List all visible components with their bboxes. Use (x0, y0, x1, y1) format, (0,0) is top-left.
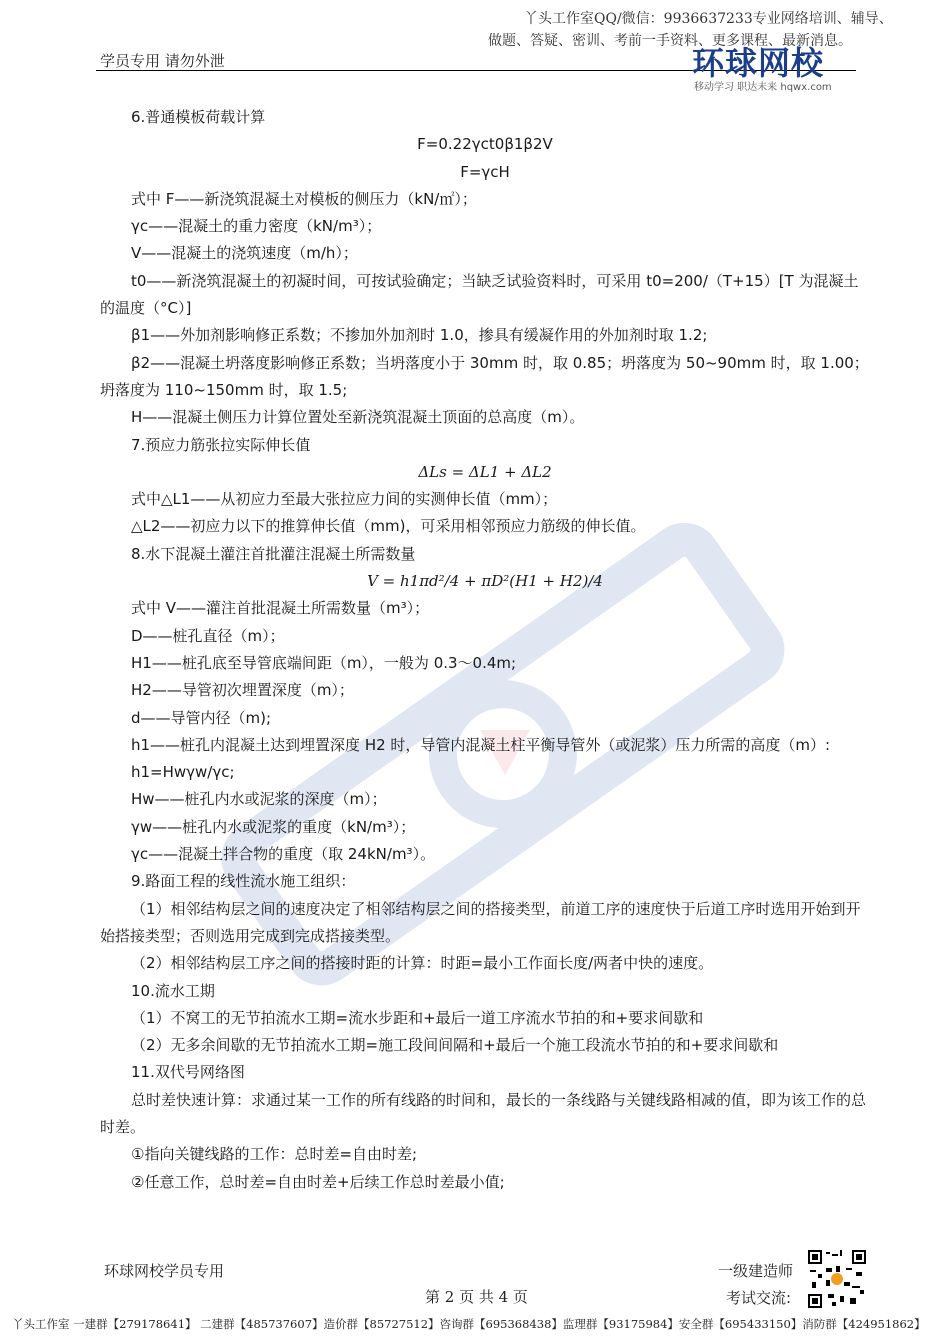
footer-group-list: 丫头工作室 一建群【279178641】 二建群【485737607】造价群【85727512】咨询群【695368438】监理群【93175984】安全群【695433150】消防群【424951862】 (12, 1317, 926, 1331)
section-6-title: 6.普通模板荷载计算 (131, 108, 266, 126)
header-watermark-line2: 做题、答疑、密训、考前一手资料、更多课程、最新消息。 (488, 33, 852, 49)
section-11-title: 11.双代号网络图 (131, 1063, 245, 1082)
paragraph: （2）无多余间歇的无节拍流水工期=施工段间间隔和+最后一个施工段流水节拍的和+要求间歇和 (131, 1036, 779, 1055)
formula-6-1: F=0.22γct0β1β2V (417, 135, 553, 154)
qr-code-icon (808, 1250, 866, 1308)
paragraph: β1——外加剂影响修正系数；不掺加外加剂时 1.0，掺具有缓凝作用的外加剂时取 1.2; (131, 326, 708, 345)
paragraph: V——混凝土的浇筑速度（m/h）； (131, 244, 358, 263)
footer-exam-label: 一级建造师 (718, 1262, 794, 1280)
paragraph: 式中 V——灌注首批混凝土所需数量（m³）； (131, 599, 430, 618)
section-9-title: 9.路面工程的线性流水施工组织： (131, 872, 356, 891)
paragraph: △L2——初应力以下的推算伸长值（mm)，可采用相邻预应力筋级的伸长值。 (131, 517, 646, 536)
section-7-title: 7.预应力筋张拉实际伸长值 (131, 435, 311, 454)
logo-tagline: 移动学习 职达未来 hqwx.com (694, 82, 832, 93)
paragraph: H1——桩孔底至导管底端间距（m），一般为 0.3～0.4m; (131, 653, 517, 672)
paragraph: （1）不窝工的无节拍流水工期=流水步距和+最后一道工序流水节拍的和+要求间歇和 (131, 1008, 704, 1027)
brand-logo (692, 38, 864, 94)
paragraph: D——桩孔直径（m）； (131, 626, 285, 645)
paragraph: （1）相邻结构层之间的速度决定了相邻结构层之间的搭接类型，前道工序的速度快于后道工序时选用开始到开始搭接类型；否则选用完成到完成搭接类型。 (100, 899, 861, 945)
paragraph: d——导管内径（m); (131, 708, 272, 727)
paragraph: β2——混凝土坍落度影响修正系数；当坍落度小于 30mm 时，取 0.85；坍落度为 50~90mm 时，取 1.00；坍落度为 110~150mm 时，取 1.5; (100, 353, 869, 399)
formula-8: V = h1πd²/4 + πD²(H1 + H2)/4 (367, 572, 603, 591)
paragraph: t0——新浇筑混凝土的初凝时间，可按试验确定；当缺乏试验资料时，可采用 t0=200/（T+15）[T 为混凝土的温度（°C）] (100, 271, 859, 318)
footer-exchange-label: 考试交流: (726, 1289, 792, 1307)
section-8-title: 8.水下混凝土灌注首批灌注混凝土所需数量 (131, 544, 416, 563)
paragraph: （2）相邻结构层工序之间的搭接时距的计算：时距=最小工作面长度/两者中快的速度。 (131, 954, 714, 973)
paragraph: h1=Hwγw/γc; (131, 763, 235, 782)
paragraph: γc——混凝土拌合物的重度（取 24kN/m³）。 (131, 845, 436, 864)
paragraph: γw——桩孔内水或泥浆的重度（kN/m³）； (131, 817, 416, 836)
paragraph: γc——混凝土的重力密度（kN/m³）； (131, 217, 382, 236)
paragraph: ①指向关键线路的工作：总时差=自由时差; (131, 1145, 418, 1164)
paragraph: 式中 F——新浇筑混凝土对模板的侧压力（kN/㎡）； (131, 189, 477, 208)
paragraph: ②任意工作，总时差=自由时差+后续工作总时差最小值; (131, 1172, 505, 1191)
logo-text: 环球网校 (692, 44, 825, 82)
section-10-title: 10.流水工期 (131, 981, 215, 1000)
confidential-notice: 学员专用 请勿外泄 (100, 52, 225, 70)
formula-6-2: F=γcH (460, 162, 510, 181)
header-watermark-line1: 丫头工作室QQ/微信：9936637233专业网络培训、辅导、 (524, 11, 893, 27)
paragraph: h1——桩孔内混凝土达到埋置深度 H2 时，导管内混凝土柱平衡导管外（或泥浆）压力所需的高度（m）: (131, 735, 831, 754)
paragraph: H2——导管初次埋置深度（m）； (131, 681, 354, 700)
formula-7: ΔLs = ΔL1 + ΔL2 (418, 462, 552, 481)
footer-left-label: 环球网校学员专用 (104, 1262, 225, 1280)
paragraph: Hw——桩孔内水或泥浆的深度（m）； (131, 790, 387, 809)
paragraph: H——混凝土侧压力计算位置处至新浇筑混凝土顶面的总高度（m）。 (131, 408, 585, 427)
paragraph: 总时差快速计算：求通过某一工作的所有线路的时间和，最长的一条线路与关键线路相减的值，即为该工作的总时差。 (100, 1090, 867, 1136)
page-number: 第 2 页 共 4 页 (425, 1288, 528, 1306)
document-body (100, 104, 870, 1196)
paragraph: 式中△L1——从初应力至最大张拉应力间的实测伸长值（mm）； (131, 490, 558, 509)
